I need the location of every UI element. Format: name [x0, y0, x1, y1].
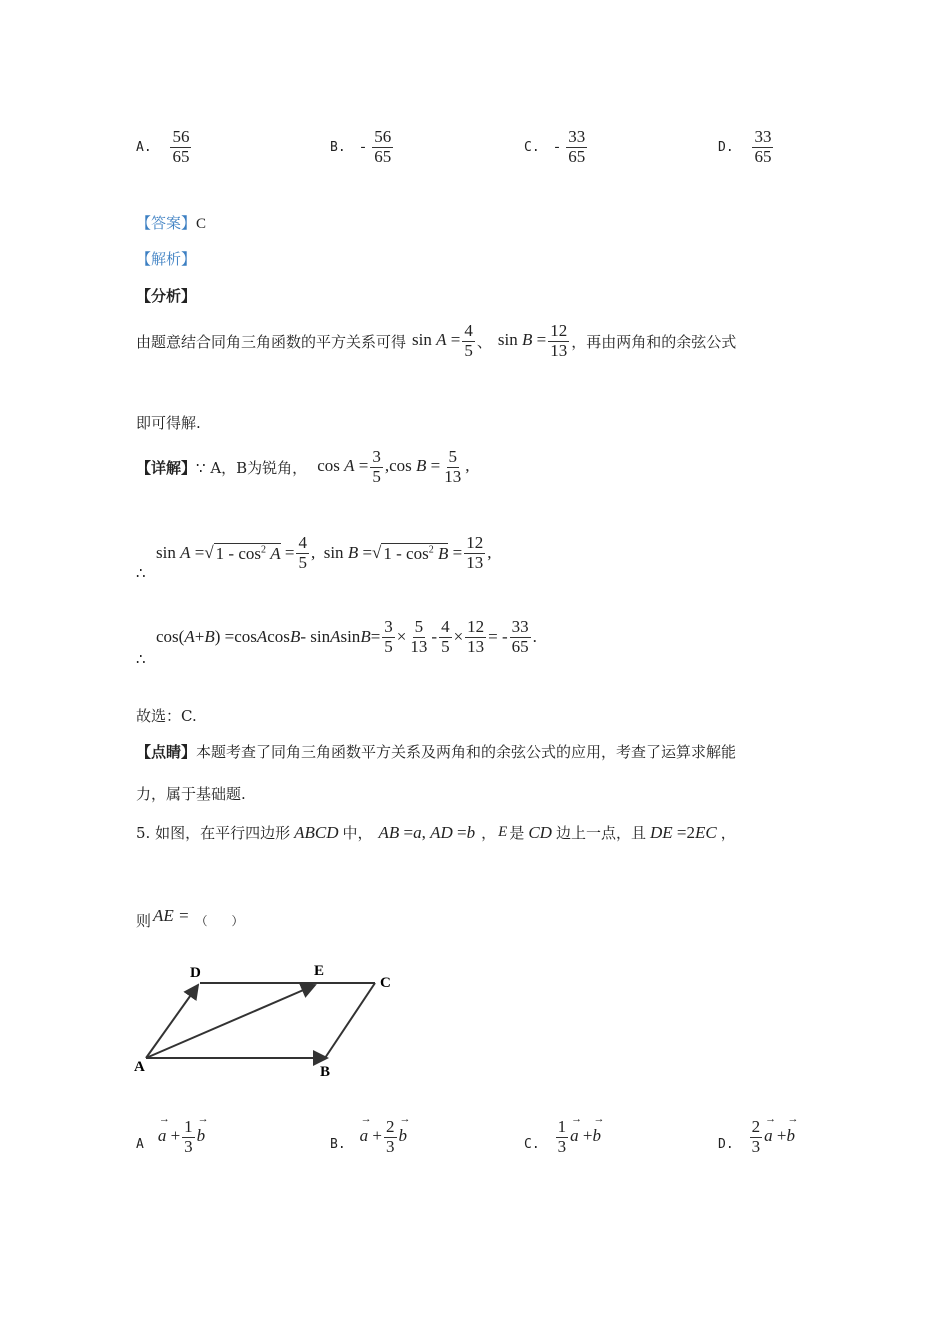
label-e: E [314, 963, 325, 979]
answer-line [136, 212, 206, 233]
answer-tag: 【答案】 [136, 214, 197, 232]
q4-option-d: D. $\frac{33}{65}$ [718, 127, 772, 166]
label-b: B [320, 1064, 331, 1080]
q5-ratio: DE =2EC [649, 822, 717, 842]
sinA-expr: sin A = $\frac{4}{5}$ [412, 321, 473, 360]
q4-option-c: C. - $\frac{33}{65}$ [524, 127, 586, 166]
fenxi-line-2: 即可得解. [136, 414, 201, 432]
q5-option-b: B. → a + $\frac{2}{3}$ → b [330, 1118, 407, 1156]
q5-option-d: D. $\frac{2}{3}$ → a +→ b [718, 1118, 795, 1156]
ae-vector: AE = [153, 906, 190, 925]
cos-sum-derivation: cos( A + B ) =cos A cos B - sin A sin B = $\frac{3}{5}$ × $\frac{5}{13}$ - $\frac{4}{5}$ × $\frac{12}{13}$ = - $\frac{33}{65}$ . [156, 617, 537, 656]
q5-stem: 5. 如图，在平行四边形 ABCD 中， AB =a, AD =b ， E 是 CD 边上一点，且 DE =2EC ， [136, 822, 736, 842]
therefore-2: ∴ [136, 650, 146, 668]
analysis-tag: 【解析】 [136, 250, 197, 268]
cos-values: cos A = $\frac{3}{5}$ ,cos B = $\frac{5}{13}$ , [317, 447, 470, 486]
label-d: D [190, 965, 201, 981]
dianjing-line: 【点睛】本题考查了同角三角函数平方关系及两角和的余弦公式的应用，考查了运算求解能 [136, 743, 737, 761]
sinB-expr: sin B = $\frac{12}{13}$ [497, 321, 568, 360]
q5-ask: 则 AE = （ ） [136, 906, 244, 930]
q5-option-a: A → a + $\frac{1}{3}$ → b [136, 1118, 205, 1156]
label-a: A [134, 1059, 145, 1075]
q4-option-a: A. $\frac{56}{65}$ [136, 127, 190, 166]
q4-option-b: B. - $\frac{56}{65}$ [330, 127, 392, 166]
q5-vectors: AB =a, AD =b [378, 822, 476, 842]
label-c: C [380, 975, 391, 991]
therefore-1: ∴ [136, 564, 146, 582]
guxuan: 故选：C. [136, 707, 197, 725]
fenxi-tag: 【分析】 [136, 287, 197, 305]
side-cb [325, 983, 375, 1058]
fenxi-line: 由题意结合同角三角函数的平方关系可得 sin A = $\frac{4}{5}$ 、 sin B = $\frac{12}{13}$ ，再由两角和的余弦公式 [136, 321, 737, 360]
dianjing-line-2: 力，属于基础题. [136, 785, 246, 803]
sin-derivation: sin A =√ $1 - \cos^2 A$ = $\frac{4}{5}$ , sin B =√ $1 - \cos^2 B$ = $\frac{12}{13}$ , [156, 533, 492, 572]
parallelogram-figure [130, 955, 410, 1085]
q5-option-c: C. $\frac{1}{3}$ → a +→ b [524, 1118, 601, 1156]
answer-value: C [196, 216, 207, 232]
xiangjie-line: 【详解】 ∵ A，B为锐角， cos A = $\frac{3}{5}$ ,cos B = $\frac{5}{13}$ , [136, 447, 470, 486]
